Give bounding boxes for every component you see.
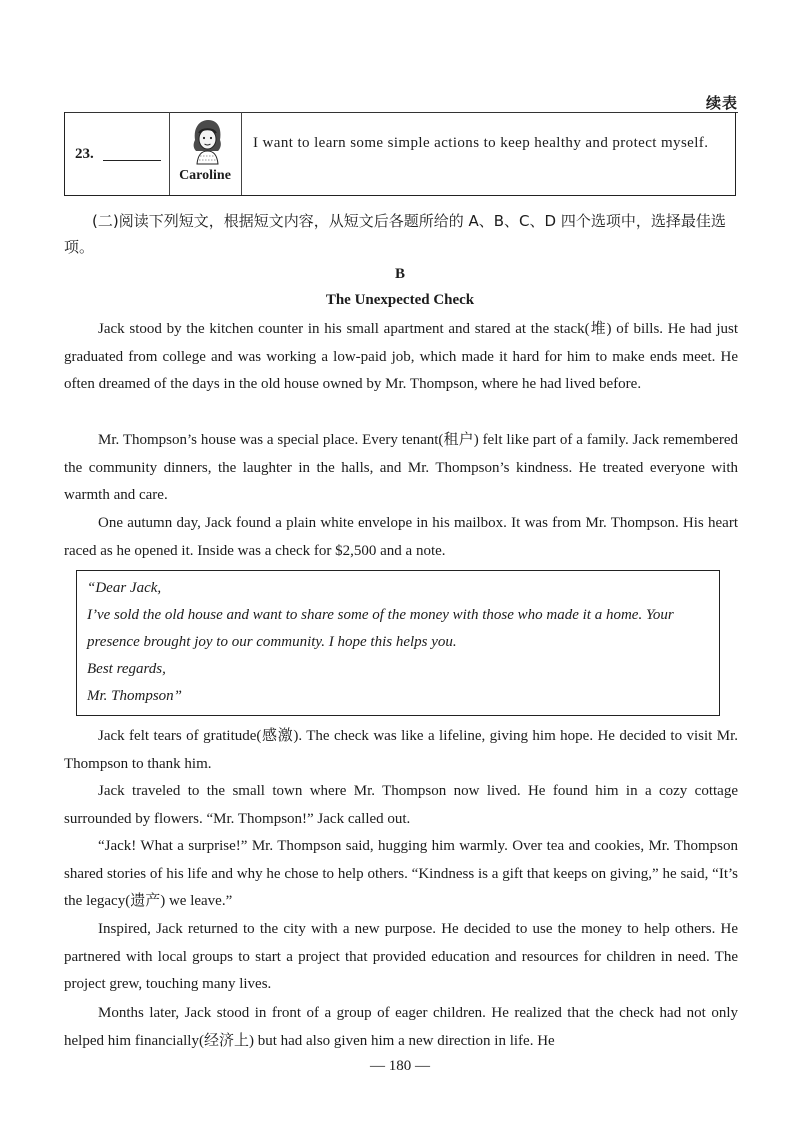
story-paragraph: Jack felt tears of gratitude(感激). The check was like a lifeline, giving him hope. He decided to visit Mr. Thompson to thank him.: [64, 728, 738, 772]
question-number: 23.: [75, 146, 94, 162]
story-paragraph: Months later, Jack stood in front of a group of eager children. He realized that the check had not only helped him financially(经济上) but had also given him a new direction in life. He: [64, 1005, 738, 1049]
section-label: B: [394, 266, 405, 282]
note-closing: Best regards,: [87, 661, 166, 677]
story-paragraph: Jack traveled to the small town where Mr. Thompson now lived. He found him in a cozy cottage surrounded by flowers. “Mr. Thompson!” Jack called out.: [64, 783, 738, 827]
continued-label: 续表: [705, 96, 738, 112]
girl-portrait-icon: [189, 118, 225, 166]
reading-instruction: (二)阅读下列短文，根据短文内容，从短文后各题所给的 A、B、C、D 四个选项中，选择最佳选项。: [64, 212, 726, 256]
story-paragraph: One autumn day, Jack found a plain white envelope in his mailbox. It was from Mr. Thompson. His heart raced as he opened it. Inside was a check for $2,500 and a note.: [64, 515, 738, 559]
note-body: I’ve sold the old house and want to share some of the money with those who made it a home. Your presence brought joy to our community. I hope this helps you.: [87, 607, 674, 650]
letter-note-box: [76, 570, 720, 716]
question-number-cell: [65, 112, 170, 195]
note-signature: Mr. Thompson”: [87, 688, 183, 704]
question-23-table: [64, 112, 736, 196]
story-paragraph: Jack stood by the kitchen counter in his small apartment and stared at the stack(堆) of bills. He had just graduated from college and was working a low-paid job, which made it hard for him to make ends meet. He often dreamed of the days in the old house owned by Mr. Thompson, where he had lived before.: [64, 321, 738, 392]
story-paragraph: “Jack! What a surprise!” Mr. Thompson said, hugging him warmly. Over tea and cookies, Mr. Thompson shared stories of his life and why he chose to help others. “Kindness is a gift that keeps on giving,” he said, “It’s the legacy(遗产) we leave.”: [64, 838, 738, 909]
story-paragraph: Mr. Thompson’s house was a special place. Every tenant(租户) felt like part of a family. Jack remembered the community dinners, the laughter in the halls, and Mr. Thompson’s kindness. He treated everyone with warmth and care.: [64, 432, 738, 503]
speaker-cell: [169, 112, 242, 195]
story-title: The Unexpected Check: [325, 292, 475, 308]
note-greeting: “Dear Jack,: [87, 580, 162, 596]
story-paragraph: Inspired, Jack returned to the city with a new purpose. He decided to use the money to help others. He partnered with local groups to start a project that provided education and resources for children in need. The project grew, touching many lives.: [64, 921, 738, 992]
page-number: — 180 —: [370, 1058, 430, 1074]
answer-blank[interactable]: [103, 160, 161, 161]
speaker-name: Caroline: [179, 168, 231, 183]
speaker-statement: I want to learn some simple actions to keep healthy and protect myself.: [253, 135, 709, 151]
